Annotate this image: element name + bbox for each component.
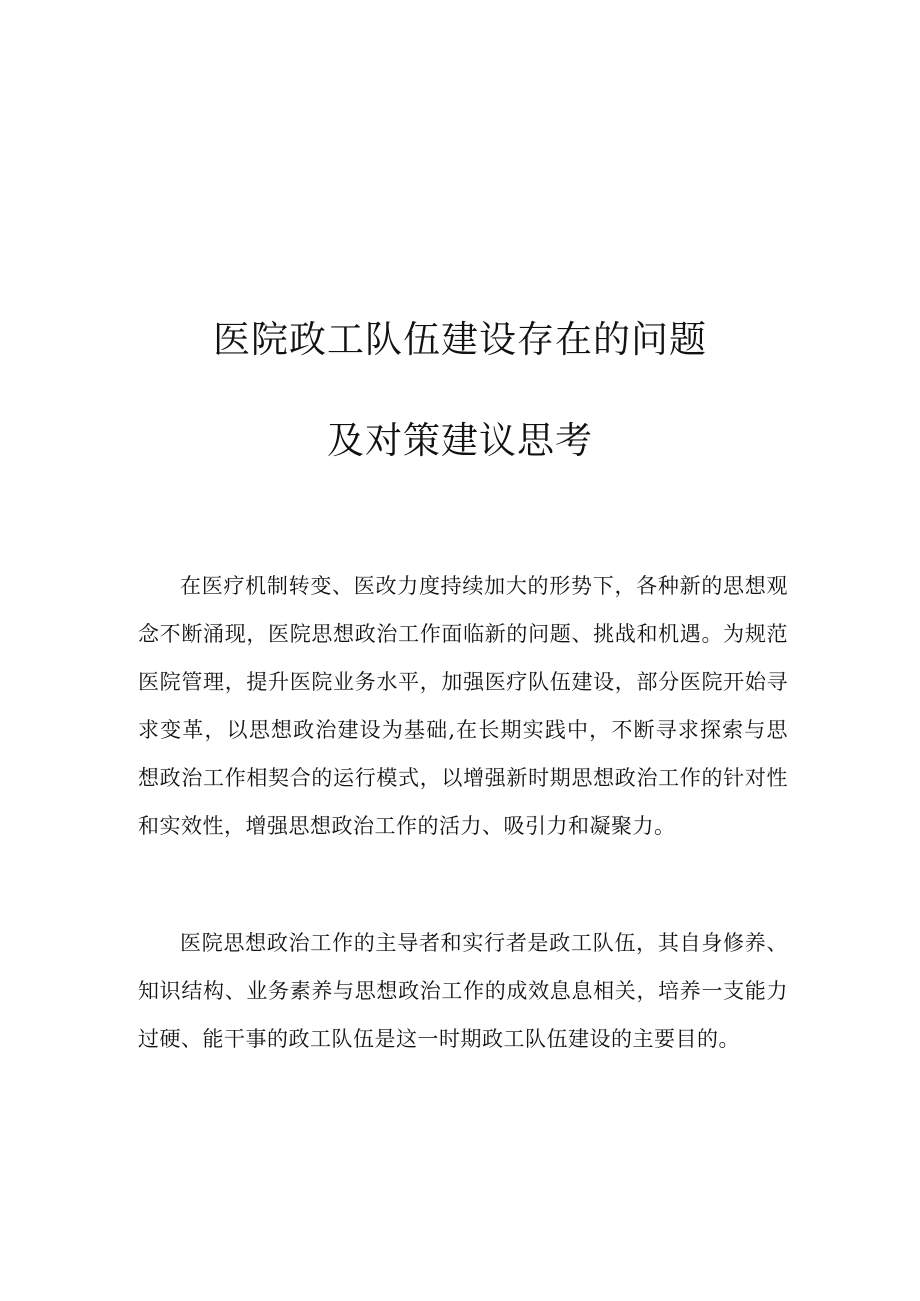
document-title-line-2: 及对策建议思考 xyxy=(327,419,593,462)
body-paragraph-1: 在医疗机制转变、医改力度持续加大的形势下，各种新的思想观念不断涌现，医院思想政治工作面临新的问题、挑战和机遇。为规范医院管理，提升医院业务水平，加强医疗队伍建设，部分医院开始寻求变革，以思想政治建设为基础,在长期实践中，不断寻求探索与思想政治工作相契合的运行模式，以增强新时期思想政治工作的针对性和实效性，增强思想政治工作的活力、吸引力和凝聚力。 xyxy=(138,574,788,838)
document-title-line-1: 医院政工队伍建设存在的问题 xyxy=(213,318,707,361)
body-paragraph-2: 医院思想政治工作的主导者和实行者是政工队伍，其自身修养、知识结构、业务素养与思想政治工作的成效息息相关，培养一支能力过硬、能干事的政工队伍是这一时期政工队伍建设的主要目的。 xyxy=(138,931,788,1051)
